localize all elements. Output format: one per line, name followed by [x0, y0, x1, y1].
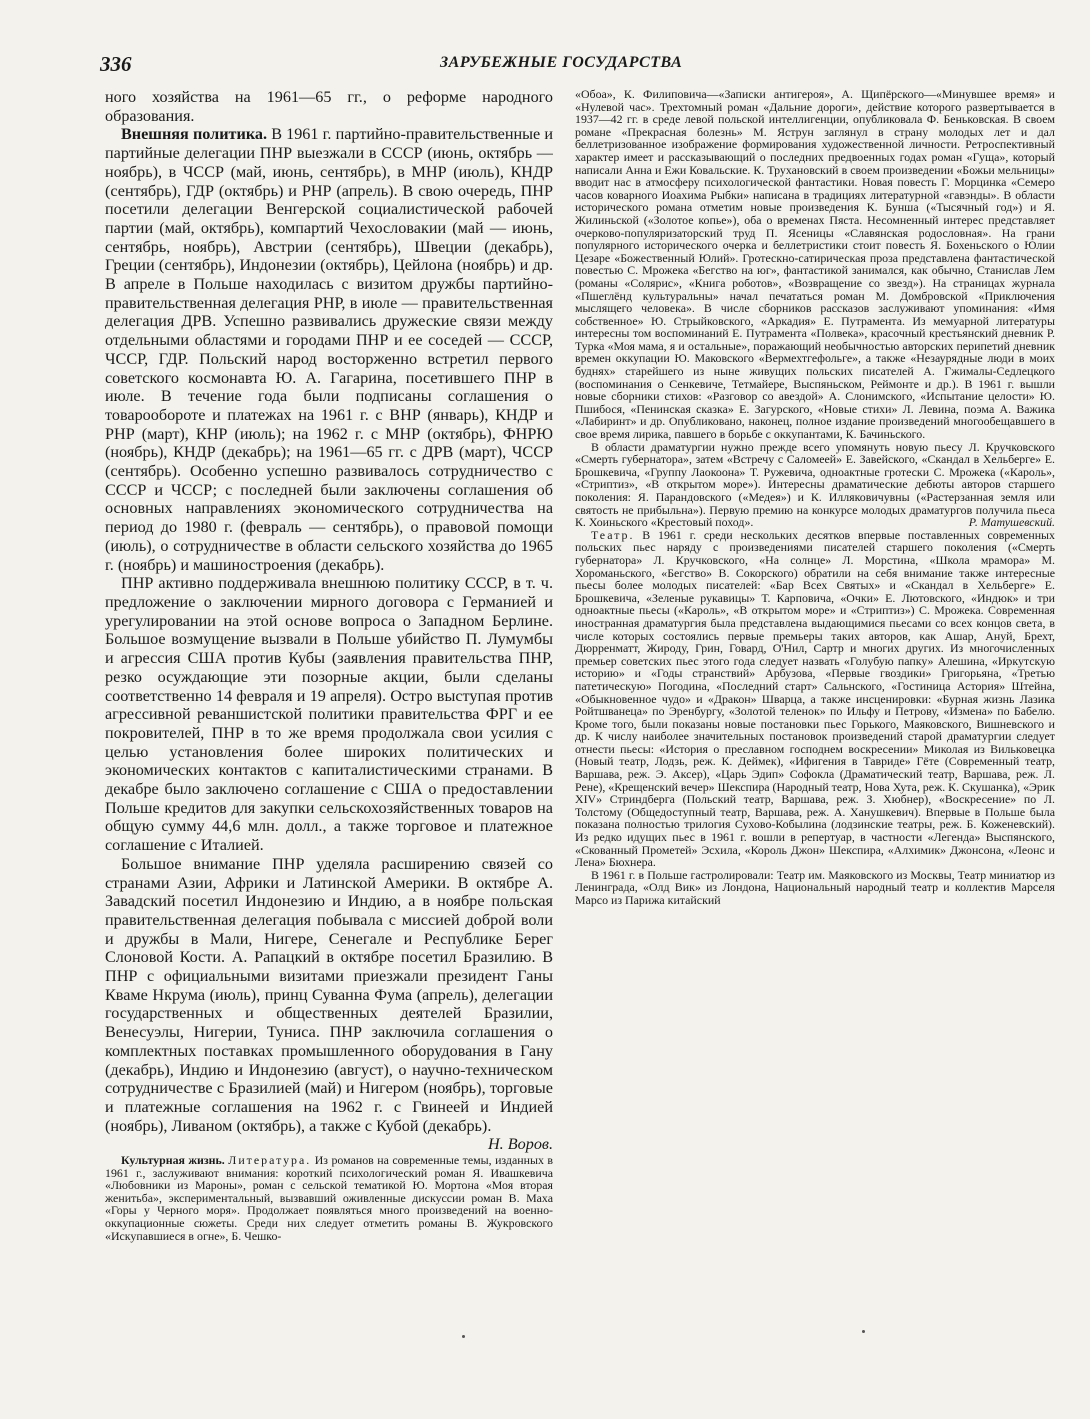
paragraph-theatre-text: В 1961 г. среди нескольких десятков впервые поставленных современных польских пьес наряду с произведениями писателей старшего поколения («Смерть губернатора» Л. Кручковского, «На солнце» Л. Морстина, «Школа мрамора» М. Хороманьского, «Бегство» В. Сокорского) обратили на себя внимание также интересные пьесы более молодых писателей: «Бар Всех Святых» и «Скандал в Хельберге» Е. Брошкевича, «Зеленые рукавицы» Т. Карповича, «Очки» Е. Лютовского, «Индюк» и три одноактные пьесы («Кароль», «В открытом море» и «Стриптиз») С. Мрожека. Современная иностранная драматургия была представлена выдающимися пьесами со всех концов света, в числе которых состоялись первые премьеры таких авторов, как Ашар, Ануй, Брехт, Дюрренматт, Жироду, Грин, Говард, О'Нил, Сартр и многих других. Из многочисленных премьер советских пьес этого года следует назвать «Голубую папку» Алешина, «Иркутскую историю» и «Годы странствий» Арбузова, «Первые гвоздики» Григорьяна, «Третью патетическую» Погодина, «Последний старт» Сальнского, «Гостиница Астория» Штейна, «Обыкновенное чудо» и «Дракон» Шварца, а также инсценировки: «Бурная жизнь Лазика Ройтшванеца» по Эренбургу, «Золотой теленок» по Ильфу и Петрову, «Измена» по Бабелю. Кроме того, были показаны новые постановки пьес Горького, Маяковского, Вишневского и др. К числу наиболее значительных постановок произведений старой драматургии следует отнести пьесы: «История о преславном господнем воскресении» Миколая из Вильковецка (Новый театр, Лодзь, реж. К. Деймек), «Ифигения в Тавриде» Гёте (Современный театр, Варшава, реж. Э. Аксер), «Царь Эдип» Софокла (Драматический театр, Варшава, реж. Л. Рене), «Крещенский вечер» Шекспира (Народный театр, Нова Хута, реж. К. Скушанка), «Эрик XIV» Стриндберга (Польский театр, Варшава, реж. З. Хюбнер), «Воскресение» по Л. Толстому (Общедоступный театр, Варшава, реж. А. Ханушкевич). Впервые в Польше была показана полностью трилогия Сухово-Кобылина (лодзинские театры, реж. Б. Коженевский). Из редко идущих пьес в 1961 г. вошли в репертуар, в частности «Легенда» Выспянского, «Скованный Прометей» Эсхила, «Король Джон» Шекспира, «Алхимик» Джонсона, «Леонс и Лена» Бюхнера.: [575, 527, 1055, 870]
paragraph-tours: В 1961 г. в Польше гастролировали: Театр им. Маяковского из Москвы, Театр миниатюр из Ленинграда, «Олд Вик» из Лондона, Национальный народный театр и коллектив Марселя Марсо из Парижа китайский: [575, 867, 1055, 907]
paragraph-cultural-life: [105, 1154, 553, 1242]
paragraph-literature-text: Из романов на современные темы, изданных в 1961 г., заслуживают внимания: короткий психологический роман Я. Ивашкевича «Любовники из Мароны», роман с сельской тематикой Ю. Мортона «Моя вторая женитьба», экспериментальный, вызвавший оживленные дискуссии роман В. Маха «Горы у Черного моря». Продолжает появляться много произведений на военно-оккупационные сюжеты. Среди них следует отметить романы В. Жукровского «Искупавшиеся в огне», Б. Чешко-: [105, 1153, 553, 1243]
paragraph-theatre: [575, 529, 1055, 869]
paragraph-foreign-policy: [105, 125, 553, 574]
subheading-literature: Литература.: [228, 1153, 312, 1168]
paragraph-economy-end: ного хозяйства на 1961—65 гг., о реформе народного образования.: [105, 88, 553, 125]
paragraph-asia-africa: Большое внимание ПНР уделяла расширению связей со странами Азии, Африки и Латинской Америки. В октябре А. Завадский посетил Индонезию и Индию, а в ноябре польская правительственная делегация побывала с миссией доброй воли и дружбы в Мали, Нигере, Сенегале и Республике Берег Слоновой Кости. А. Рапацкий в октябре посетил Бразилию. В ПНР с официальными визитами приезжали президент Ганы Кваме Нкрума (июль), принц Суванна Фума (апрель), делегации государственных и общественных деятелей Бразилии, Венесуэлы, Нигерии, Туниса. ПНР заключила соглашения о комплектных поставках промышленного оборудования в Гану (декабрь), Индию и Индонезию (август), о научно-техническом сотрудничестве с Бразилией (май) и Нигером (ноябрь), торговые и платежные соглашения на 1962 г. с Гвинеей и Индией (ноябрь), Ливаном (октябрь), а также с Кубой (декабрь).: [105, 854, 553, 1135]
author-signature-vorov: Н. Воров.: [487, 1135, 553, 1154]
paragraph-literature-cont: «Обоа», К. Филиповича—«Записки антигероя», А. Щипёрского—«Минувшее время» и «Нулевой час». Трехтомный роман «Дальние дороги», действие которого развертывается в 1937—42 гг. в среде левой польской интеллигенции, опубликовала Ф. Беньковская. В своем романе «Прекрасная болезнь» М. Яструн заглянул в страну молодых лет и дал беллетризованное изображение формирования художественной личности. Ретроспективный характер имеет и рассказывающий о последних предвоенных годах роман «Гуща», который написали Анна и Ежи Ковальские. К. Трухановский в своем произведении «Божьи мельницы» вводит нас в атмосферу психологической фантастики. Новая повесть Г. Морцинка «Семеро часов коварного Иоахима Рыбки» написана в традициях литературной «гавэнды». В области исторического романа отметим новые произведения К. Бунша («Тысячный год») и Я. Жилиньской («Золотое копье»), оба о временах Пяста. Несомненный интерес представляет очерково-популяризаторский труд П. Ясеницы «Славянская родословная». На грани популярного исторического очерка и беллетристики стоит повесть Я. Бохеньского о Юлии Цезаре «Божественный Юлий». Гротескно-сатирическая проза представлена фантастической повестью С. Мрожека «Бегство на юг», фантастикой занимался, как обычно, Станислав Лем (романы «Солярис», «Книга роботов», «Возвращение со звезд»). На страницах журнала «Пшеглёнд культуральны» начал печататься роман М. Домбровской «Приключения мыслящего человека». В числе сборников рассказов заслуживают упоминания: «Имя собственное» Ю. Стрыйковского, «Аркадия» Е. Путрамента. Из мемуарной литературы интересны том воспоминаний Е. Путрамента «Полвека», красочный крестьянский дневник Р. Турка «Моя мама, я и остальные», поражающий необычностью авторских перипетий дневник времен оккупации Ю. Маковского «Вермехтгефольге», а также «Незаурядные люди в моих буднях» старейшего из ныне живущих польских писателей А. Гжималы-Седлецкого (воспоминания о Сенкевиче, Тетмайере, Выспяньском, Реймонте и др.). В 1961 г. вышли новые сборники стихов: «Разговор со авездой» А. Слонимского, «Испытание целости» Ю. Пшибося, «Пенинская сказка» Е. Загурского, «Новые стихи» Л. Левина, поэма А. Важика «Лабиринт» и др. Опубликовано, наконец, полное издание произведений многообещавшего в свое время лирика, павшего в борьбе с оккупантами, К. Бачиньского.: [575, 88, 1055, 442]
author-signature-matushevsky: Р. Матушевский.: [968, 515, 1055, 530]
paragraph-drama: [575, 441, 1055, 529]
page-header: [100, 52, 960, 78]
right-column: [575, 88, 1055, 1313]
print-speck: [462, 1335, 465, 1338]
paragraph-drama-text: В области драматургии нужно прежде всего упомянуть новую пьесу Л. Кручковского «Смерть губернатора», затем «Встречу с Саломеей» Е. Завейского, «Скандал в Хельберге» Е. Брошкевича, «Группу Лаокоона» Т. Ружевича, одноактные гротески С. Мрожека («Кароль», «Стриптиз», «В открытом море»). Интересны драматические дебюты авторов старшего поколения: Я. Парандовского («Медея») и К. Илляковичувны («Растерзанная земля или святость не прибыльна»). Первую премию на конкурсе молодых драматургов получила пьеса К. Хоиньского «Крестовый поход».: [575, 439, 1055, 530]
section-heading-cultural-life: Культурная жизнь.: [121, 1153, 225, 1168]
running-head: ЗАРУБЕЖНЫЕ ГОСУДАРСТВА: [440, 54, 683, 71]
subheading-theatre: Театр.: [591, 527, 635, 542]
section-heading-foreign-policy: Внешняя политика.: [121, 125, 268, 144]
paragraph-foreign-policy-text: В 1961 г. партийно-правительственные и партийные делегации ПНР выезжали в СССР (июнь, октябрь — ноябрь), в ЧССР (май, июнь, сентябрь), в МНР (июль), КНДР (сентябрь), ГДР (октябрь) и РНР (апрель). В свою очередь, ПНР посетили делегации Венгерской социалистической рабочей партии (май, октябрь), компартий Чехословакии (май — июнь, сентябрь, ноябрь), Австрии (сентябрь), Швеции (декабрь), Греции (сентябрь), Индонезии (октябрь), Цейлона (ноябрь) и др. В апреле в Польше находилась с визитом дружбы партийно-правительственная делегация РНР, в июле — правительственная делегация ДРВ. Успешно развивались дружеские связи между отдельными областями и городами ПНР и ее соседей — СССР, ЧССР, ГДР. Польский народ восторженно встретил первого советского космонавта Ю. А. Гагарина, посетившего ПНР в июле. В течение года были подписаны соглашения о товарообороте и платежах на 1961 г. с ВНР (январь), КНДР и РНР (март), КНР (июль); на 1962 г. с МНР (октябрь), ФНРЮ (ноябрь), КНДР (декабрь); на 1961—65 гг. с ДРВ (март), ЧССР (сентябрь). Особенно успешно развивалось сотрудничество с СССР и ЧССР; с последней были заключены соглашения об основных направлениях экономического сотрудничества на период до 1980 г. (февраль — сентябрь), о правовой помощи (июль), о сотрудничестве в области сельского хозяйства до 1965 г. (ноябрь) и машиностроения (декабрь).: [105, 125, 553, 574]
left-column: [105, 88, 553, 1313]
page-number: 336: [100, 52, 132, 76]
print-speck: [862, 1330, 865, 1333]
paragraph-ussr-support: ПНР активно поддерживала внешнюю политику СССР, в т. ч. предложение о заключении мирного договора с Германией и урегулировании на этой основе вопроса о Западном Берлине. Большое возмущение вызвали в Польше убийство П. Лумумбы и агрессия США против Кубы (заявления правительства ПНР, резко осуждающие эти позорные акции, были сделаны соответственно 14 февраля и 19 апреля). Остро выступая против агрессивной реваншистской политики правительства ФРГ и ее покровителей, ПНР в то же время продолжала свои усилия с целью установления более широких политических и экономических контактов с капиталистическими странами. В декабре было заключено соглашение с США о предоставлении Польше кредитов для закупки сельскохозяйственных товаров на общую сумму 44,6 млн. долл., а также торговое и платежное соглашение с Италией.: [105, 574, 553, 855]
